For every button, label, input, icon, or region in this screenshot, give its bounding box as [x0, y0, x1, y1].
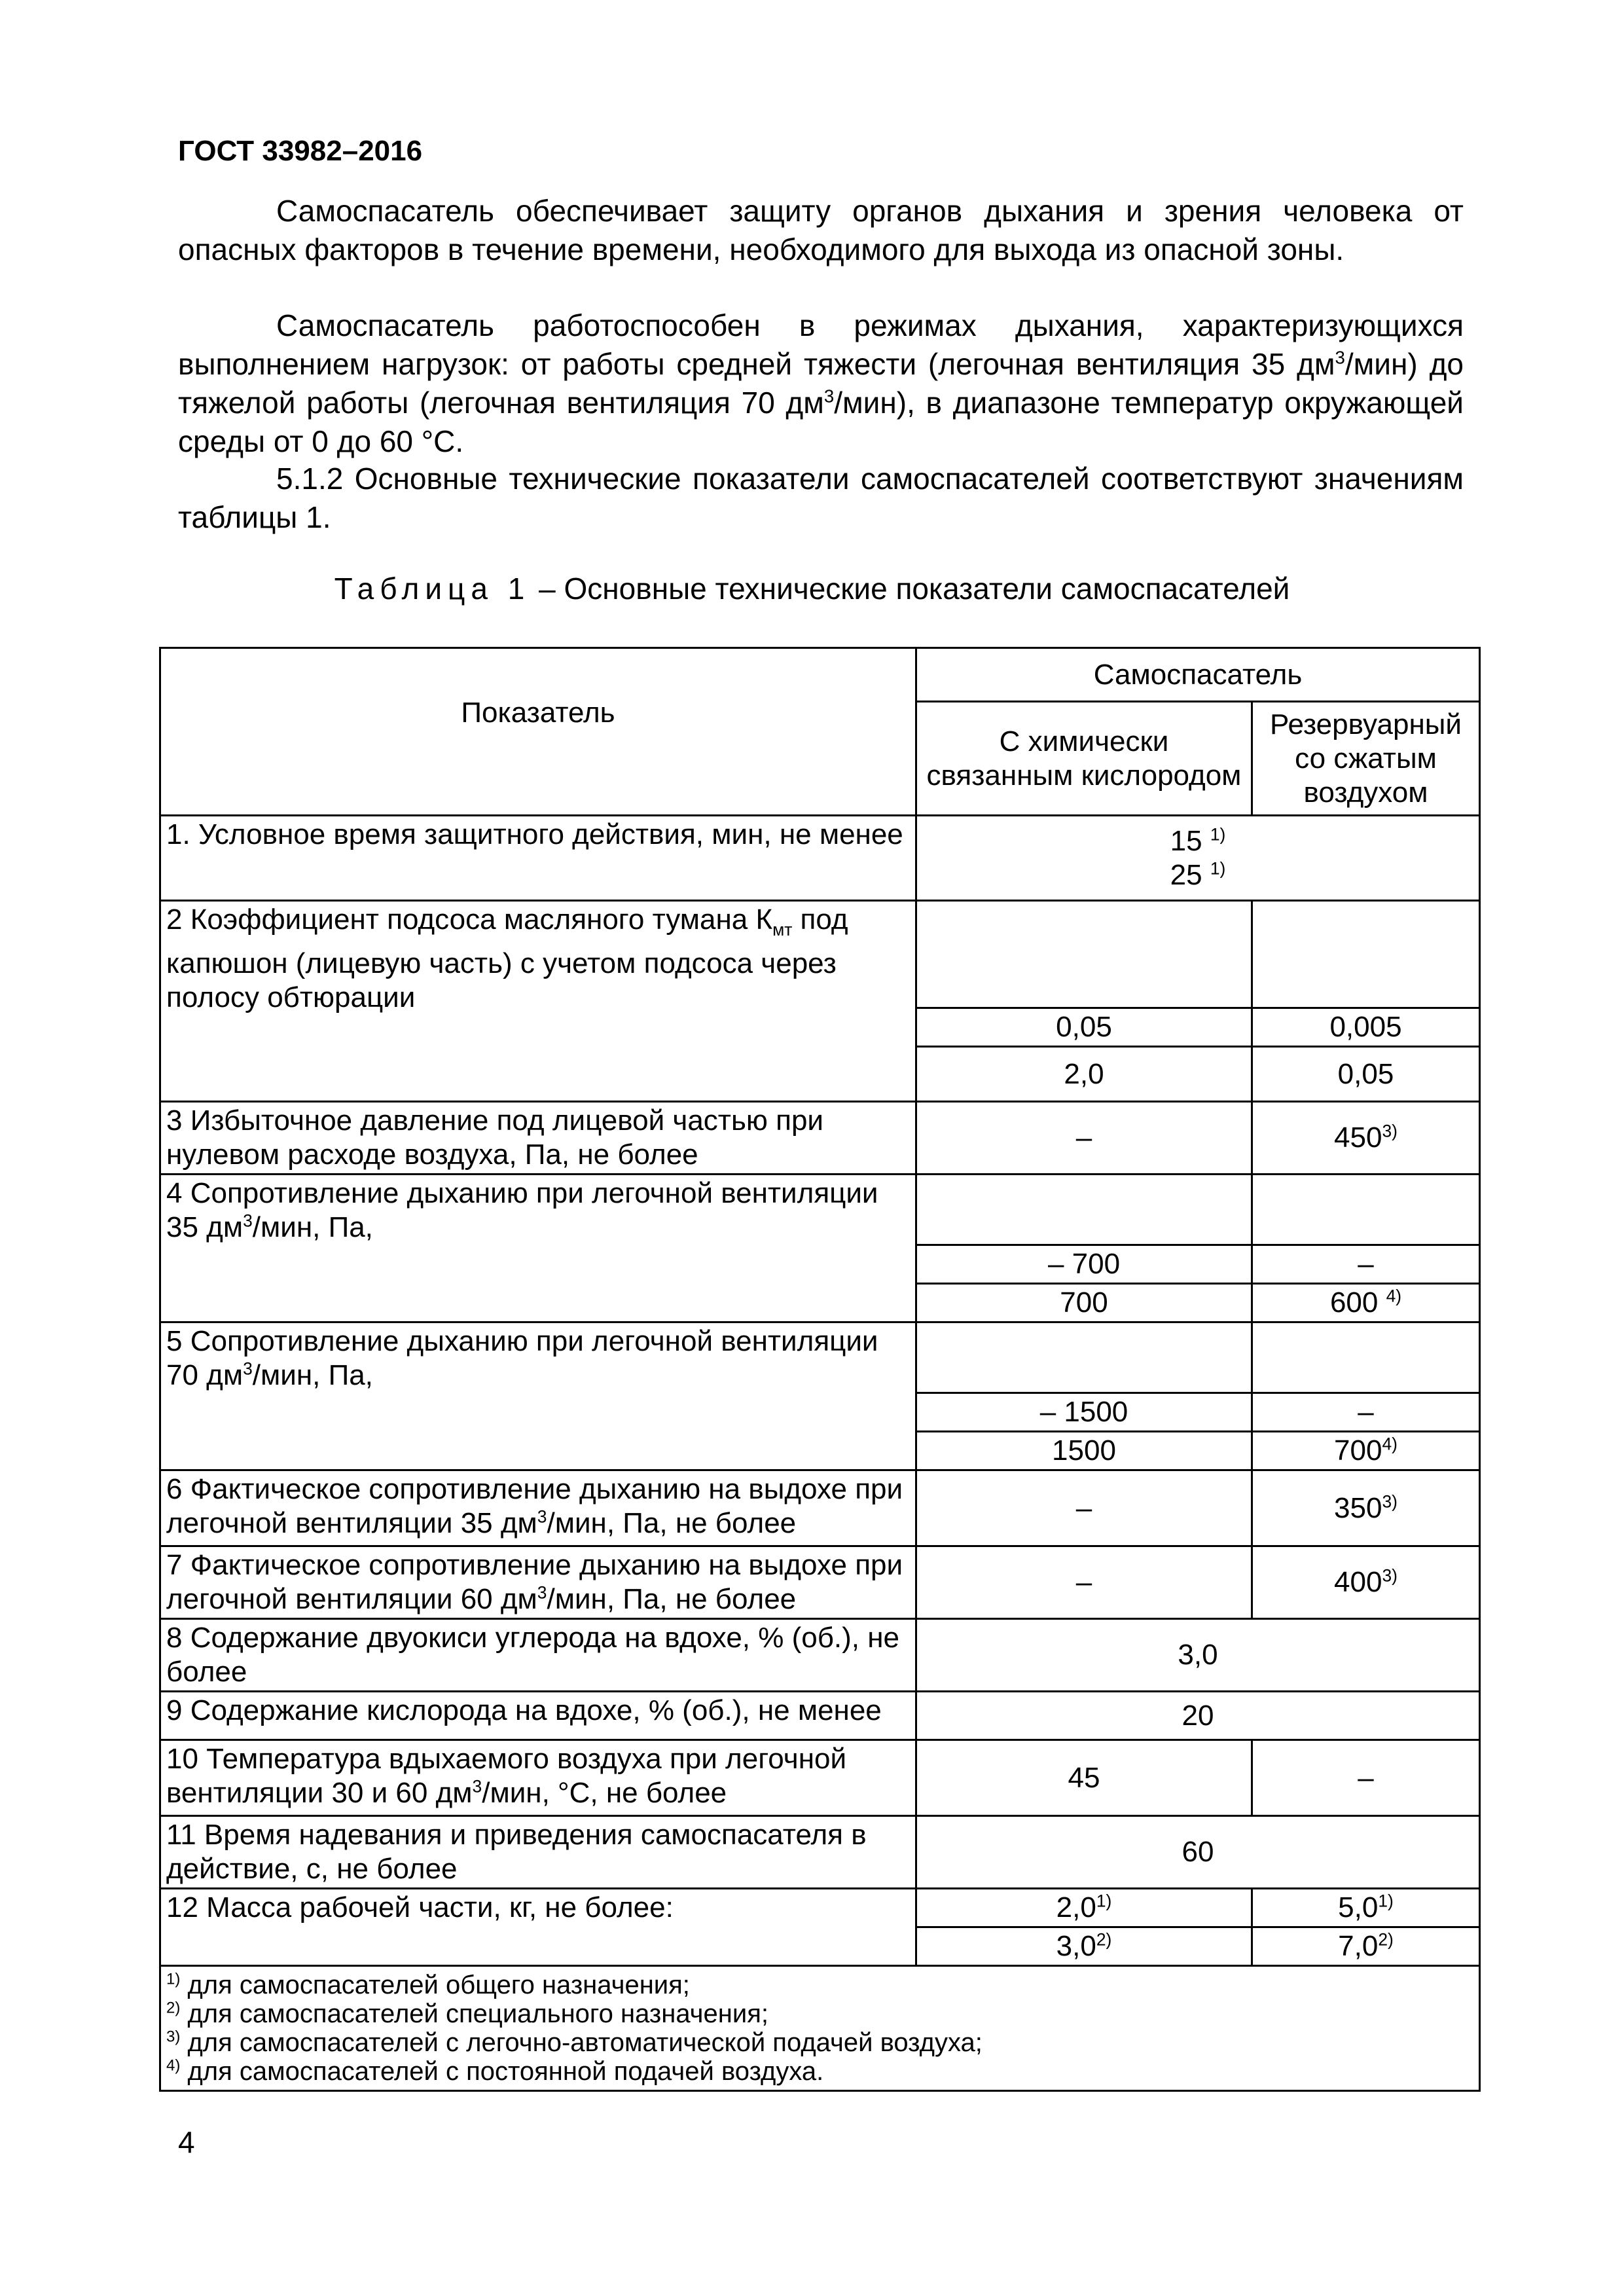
- note-3: [166, 2028, 1473, 2057]
- row-11-label: 11 Время надевания и приведения самоспасателя в действие, с, не более: [160, 1816, 916, 1889]
- header-indicator: Показатель: [160, 648, 916, 816]
- row-12-value-a1: [916, 1889, 1252, 1927]
- row-2-label-a: 2 Коэффициент подсоса масляного тумана К: [166, 903, 773, 936]
- row-7-label: [160, 1546, 916, 1619]
- note-3-text: для самоспасателей с легочно-автоматической подачей воздуха;: [180, 2028, 983, 2057]
- superscript-3: 3: [243, 1358, 253, 1379]
- row-7-value-2-num: 400: [1334, 1566, 1382, 1598]
- header-col-reservoir: Резервуарный со сжатым воздухом: [1252, 702, 1480, 816]
- row-7-value-2: [1252, 1546, 1480, 1619]
- row-7-label-b: /мин, Па, не более: [547, 1583, 797, 1615]
- row-1-value-a-num: 15: [1170, 824, 1202, 857]
- row-3-label: 3 Избыточное давление под лицевой частью при нулевом расходе воздуха, Па, не более: [160, 1102, 916, 1175]
- paragraph-3: [178, 460, 1464, 537]
- row-10-label-a: 10 Температура вдыхаемого воздуха при легочной вентиляции 30 и 60 дм: [166, 1743, 847, 1809]
- row-5-label-b: /мин, Па,: [252, 1359, 373, 1391]
- row-12-value-a1-note: 1): [1096, 1891, 1112, 1911]
- row-10-value-1: 45: [916, 1740, 1252, 1816]
- row-2-label-b: под капюшон (лицевую часть) с учетом подсоса через полосу обтюрации: [166, 903, 848, 1013]
- table-row: [160, 1692, 1480, 1740]
- row-6-value-2-num: 350: [1334, 1491, 1382, 1524]
- row-3-value-2-num: 450: [1334, 1121, 1382, 1154]
- note-3-mark: 3): [166, 2028, 181, 2046]
- row-5-label-a: 5 Сопротивление дыханию при легочной вентиляции 70 дм: [166, 1325, 878, 1391]
- table-row: [160, 1470, 1480, 1546]
- row-12-value-b1: [916, 1927, 1252, 1966]
- row-8-value: 3,0: [916, 1619, 1480, 1692]
- row-12-value-a2: [1252, 1889, 1480, 1927]
- row-7-value-2-note: 3): [1382, 1565, 1398, 1586]
- table-caption-text: – Основные технические показатели самоспасателей: [530, 572, 1290, 606]
- note-1-text: для самоспасателей общего назначения;: [180, 1971, 690, 1999]
- row-4-label-b: /мин, Па,: [252, 1211, 373, 1243]
- row-12-value-a2-note: 1): [1378, 1891, 1394, 1911]
- table-row: [160, 1546, 1480, 1619]
- row-5-empty-2: [1252, 1322, 1480, 1393]
- row-5-value-b1: 1500: [916, 1432, 1252, 1470]
- row-12-value-b2-num: 7,0: [1338, 1930, 1379, 1962]
- row-8-label: 8 Содержание двуокиси углерода на вдохе, % (об.), не более: [160, 1619, 916, 1692]
- paragraph-2-part-a: Самоспасатель работоспособен в режимах дыхания, характеризующихся выполнением нагрузок: от работы средней тяжести (легочная вентиляция 35 дм: [178, 308, 1464, 381]
- row-1-values: [916, 816, 1480, 901]
- row-4-label-a: 4 Сопротивление дыханию при легочной вентиляции 35 дм: [166, 1177, 878, 1243]
- row-12-value-a1-num: 2,0: [1056, 1891, 1096, 1923]
- table-row: [160, 1889, 1480, 1927]
- note-2-text: для самоспасателей специального назначения;: [180, 1999, 768, 2028]
- row-2-value-b2: 0,05: [1252, 1047, 1480, 1102]
- row-2-value-b1: 2,0: [916, 1047, 1252, 1102]
- row-4-empty-1: [916, 1175, 1252, 1245]
- row-4-value-b1: 700: [916, 1284, 1252, 1322]
- row-1-value-b-note: 1): [1210, 858, 1226, 878]
- row-5-value-a1: – 1500: [916, 1393, 1252, 1432]
- table-row: [160, 1175, 1480, 1245]
- paragraph-2-part-b: /мин) до тяжелой работы (легочная вентиляция 70 дм: [178, 347, 1464, 420]
- superscript-3: 3: [1335, 347, 1345, 368]
- row-12-value-a2-num: 5,0: [1338, 1891, 1379, 1923]
- row-4-value-b2: [1252, 1284, 1480, 1322]
- row-1-label: 1. Условное время защитного действия, мин, не менее: [160, 816, 916, 901]
- paragraph-3-text: 5.1.2 Основные технические показатели самоспасателей соответствуют значениям таблицы 1.: [178, 462, 1464, 534]
- row-1-value-a-note: 1): [1210, 824, 1226, 844]
- note-1-mark: 1): [166, 1970, 181, 1988]
- page-number: 4: [178, 2125, 195, 2159]
- row-6-label-b: /мин, Па, не более: [547, 1507, 797, 1539]
- superscript-3: 3: [472, 1776, 482, 1796]
- paragraph-2-text: [178, 306, 1464, 461]
- superscript-3: 3: [537, 1582, 547, 1603]
- row-4-value-a1: – 700: [916, 1245, 1252, 1284]
- row-4-value-a2: –: [1252, 1245, 1480, 1284]
- row-2-empty-1: [916, 901, 1252, 1008]
- row-4-value-b2-num: 600: [1329, 1286, 1379, 1319]
- note-1: [166, 1971, 1473, 1999]
- note-4: [166, 2057, 1473, 2086]
- table-row: [160, 1619, 1480, 1692]
- row-7-label-a: 7 Фактическое сопротивление дыханию на выдохе при легочной вентиляции 60 дм: [166, 1549, 903, 1615]
- row-7-value-1: –: [916, 1546, 1252, 1619]
- table-caption: [0, 571, 1624, 606]
- note-4-text: для самоспасателей с постоянной подачей воздуха.: [180, 2057, 824, 2086]
- row-12-label: 12 Масса рабочей части, кг, не более:: [160, 1889, 916, 1966]
- row-1-value-b-num: 25: [1170, 858, 1202, 891]
- note-4-mark: 4): [166, 2056, 181, 2075]
- row-12-value-b1-note: 2): [1096, 1929, 1112, 1950]
- row-10-label: [160, 1740, 916, 1816]
- document-code: ГОСТ 33982–2016: [178, 135, 423, 167]
- specs-table: [159, 647, 1481, 2092]
- row-5-value-a2: –: [1252, 1393, 1480, 1432]
- paragraph-2-part-c: /мин), в диапазоне температур окружающей среды от 0 до 60 °С.: [178, 386, 1464, 458]
- row-2-empty-2: [1252, 901, 1480, 1008]
- row-3-value-2-note: 3): [1382, 1121, 1398, 1141]
- row-1-value-a: [922, 824, 1473, 858]
- table-caption-label: Таблица 1: [334, 572, 531, 606]
- row-9-label: 9 Содержание кислорода на вдохе, % (об.), не менее: [160, 1692, 916, 1740]
- row-5-empty-1: [916, 1322, 1252, 1393]
- superscript-3: 3: [537, 1506, 547, 1527]
- row-6-value-1: –: [916, 1470, 1252, 1546]
- row-10-value-2: –: [1252, 1740, 1480, 1816]
- row-6-label-a: 6 Фактическое сопротивление дыханию на выдохе при легочной вентиляции 35 дм: [166, 1473, 903, 1539]
- row-4-empty-2: [1252, 1175, 1480, 1245]
- note-2-mark: 2): [166, 1999, 181, 2017]
- row-5-label: [160, 1322, 916, 1470]
- paragraph-1: [178, 192, 1464, 269]
- row-5-value-b2-note: 4): [1382, 1434, 1398, 1454]
- paragraph-1-text: Самоспасатель обеспечивает защиту органов дыхания и зрения человека от опасных факторов в течение времени, необходимого для выхода из опасной зоны.: [178, 194, 1464, 266]
- row-5-value-b2-num: 700: [1334, 1434, 1382, 1467]
- table-row: [160, 901, 1480, 1008]
- row-5-value-b2: [1252, 1432, 1480, 1470]
- paragraph-2: [178, 306, 1464, 461]
- row-6-value-2: [1252, 1470, 1480, 1546]
- row-2-label: [160, 901, 916, 1102]
- row-2-value-a2: 0,005: [1252, 1008, 1480, 1047]
- row-2-label-sub: мт: [772, 919, 793, 939]
- row-12-value-b2-note: 2): [1378, 1929, 1394, 1950]
- table-header-row: [160, 648, 1480, 702]
- row-11-value: 60: [916, 1816, 1480, 1889]
- superscript-3: 3: [823, 386, 835, 407]
- row-3-value-1: –: [916, 1102, 1252, 1175]
- table-row: [160, 816, 1480, 901]
- table-row: [160, 1102, 1480, 1175]
- row-2-value-a1: 0,05: [916, 1008, 1252, 1047]
- header-col-chemical: С химически связанным кислородом: [916, 702, 1252, 816]
- row-6-value-2-note: 3): [1382, 1491, 1398, 1511]
- superscript-3: 3: [243, 1211, 253, 1231]
- row-4-label: [160, 1175, 916, 1322]
- note-2: [166, 1999, 1473, 2028]
- row-4-value-b2-note: 4): [1386, 1286, 1402, 1306]
- table-row: [160, 1816, 1480, 1889]
- row-10-label-b: /мин, °С, не более: [482, 1777, 727, 1809]
- row-12-value-b2: [1252, 1927, 1480, 1966]
- row-1-value-b: [922, 858, 1473, 892]
- header-group: Самоспасатель: [916, 648, 1480, 702]
- row-12-value-b1-num: 3,0: [1056, 1930, 1096, 1962]
- row-3-value-2: [1252, 1102, 1480, 1175]
- row-6-label: [160, 1470, 916, 1546]
- table-notes-row: [160, 1966, 1480, 2091]
- row-9-value: 20: [916, 1692, 1480, 1740]
- table-notes: [160, 1966, 1480, 2091]
- table-row: [160, 1322, 1480, 1393]
- table-row: [160, 1740, 1480, 1816]
